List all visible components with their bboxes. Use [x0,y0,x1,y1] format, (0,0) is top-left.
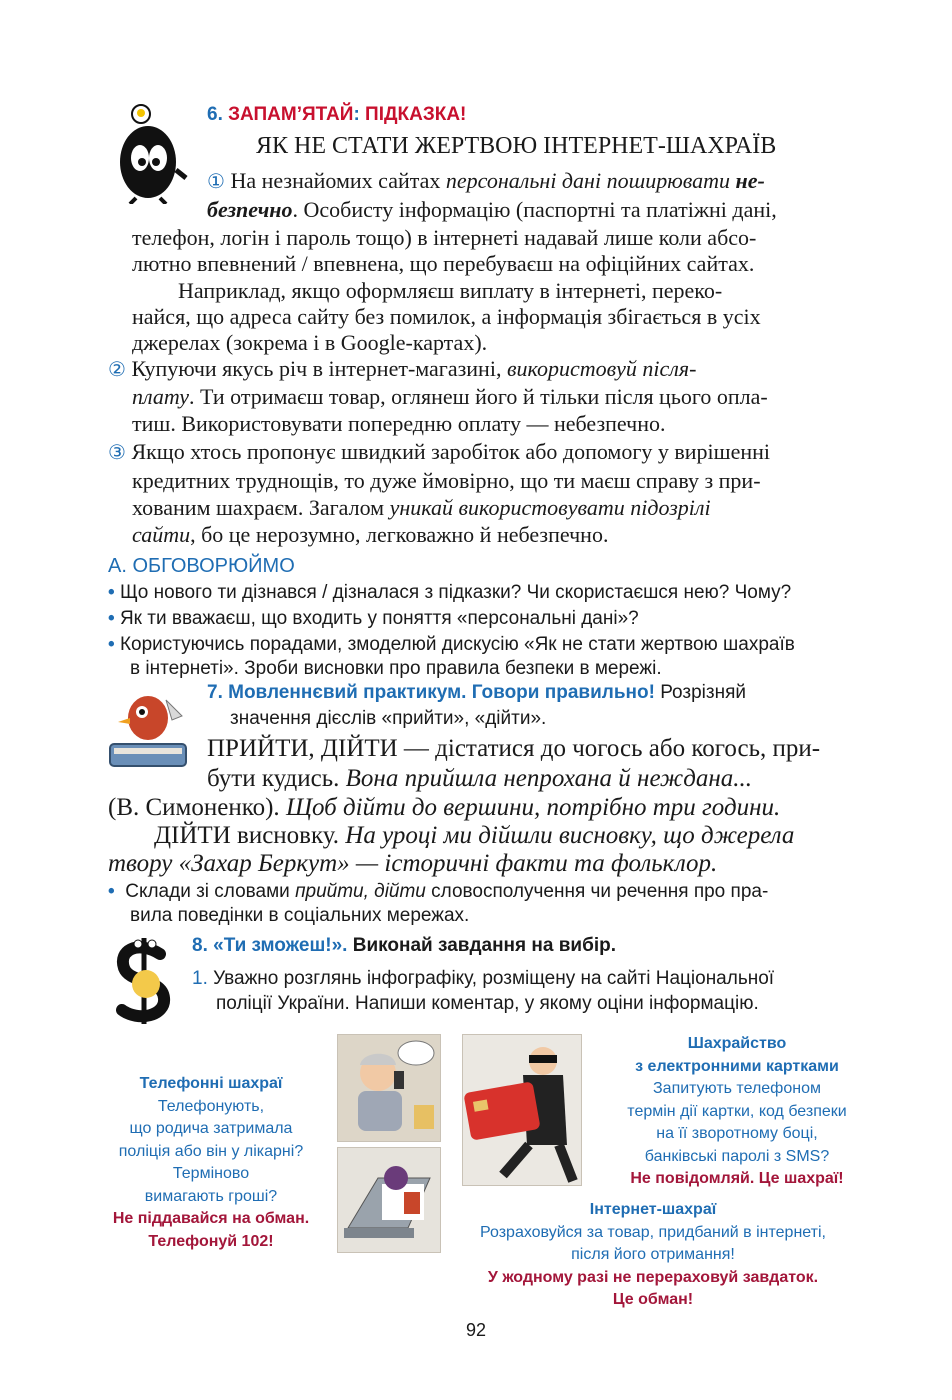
card-fraud-caption: Шахрайство з електронними картками Запитують телефоном термін дії картки, код безпеки на її зворотному боці, банківські паролі з SMS? Не повідомляй. Це шахраї! [627,1035,847,1187]
definition-line5: твору «Захар Беркут» — історичні факти та фольклор. [108,850,718,877]
discuss-heading: А. ОБГОВОРЮЙМО [108,555,295,577]
section7-task: • Склади зі словами прийти, дійти словосполучення чи речення про пра- [108,881,769,902]
penguin-hint-icon [108,100,188,204]
section7-heading-line2: значення дієслів «прийти», «дійти». [230,708,547,729]
paragraph-1-line2: безпечно. Особисту інформацію (паспортні та платіжні дані, [207,197,777,222]
discuss-item-continued: в інтернеті». Зроби висновки про правила безпеки в мережі. [130,658,662,679]
internet-scammers-caption: Інтернет-шахраї Розраховуйся за товар, придбаний в інтернеті, після його отримання! У жодному разі не перераховуй завдаток. Це обман! [480,1201,826,1308]
hacker-laptop-illustration [337,1147,441,1253]
paragraph-4-line2: кредитних труднощів, то дуже ймовірно, що ти маєш справу з при- [132,468,761,493]
definition-line2: бути кудись. Вона прийшла непрохана й нежданa... [207,765,752,792]
section8-heading: 8. «Ти зможеш!». Виконай завдання на вибір. [192,935,616,956]
section8-task-line2: поліції України. Напиши коментар, у якому оціни інформацію. [216,993,759,1014]
paragraph-1-line4: лютно впевнений / впевнена, що перебуваєш на офіційних сайтах. [132,251,755,276]
card-thief-illustration [462,1034,582,1186]
dollar-sign-icon [108,934,180,1026]
section7-task-continued: вила поведінки в соціальних мережах. [130,905,470,926]
definition-line3: (В. Симоненко). Щоб дійти до вершини, потрібно три години. [108,794,781,821]
discuss-item: • Користуючись порадами, змоделюй дискусію «Як не стати жертвою шахраїв [108,634,795,655]
paragraph-3-line1: ② Купуючи якусь річ в інтернет-магазині, використовуй після- [108,356,697,381]
discuss-item: • Як ти вважаєш, що входить у поняття «персональні дані»? [108,608,639,629]
page-number: 92 [465,1320,487,1340]
discuss-item: • Що нового ти дізнався / дізналася з підказки? Чи скористаєшся нею? Чому? [108,582,792,603]
paragraph-2-line2: найся, що адреса сайту без помилок, а інформація збігається в усіх [132,304,761,329]
phone-scammers-caption: Телефонні шахраї Телефонують, що родича затримала поліція або він у лікарні? Терміново вимагають гроші? Не піддавайся на обман. Телефонуй 102! [112,1075,310,1250]
section6-title: ЯК НЕ СТАТИ ЖЕРТВОЮ ІНТЕРНЕТ-ШАХРАЇВ [256,133,777,159]
paragraph-3-line3: тиш. Використовувати попередню оплату — небезпечно. [132,411,666,436]
bird-on-book-icon [106,686,190,776]
paragraph-1-line3: телефон, логін і пароль тощо) в інтернеті надавай лише коли абсо- [132,225,757,250]
section7-heading: 7. Мовленнєвий практикум. Говори правильно! Розрізняй [207,682,746,703]
paragraph-1-line1: ① На незнайомих сайтах персональні дані поширювати не- [207,168,765,193]
paragraph-4-line3: хованим шахраєм. Загалом уникай використовувати підозрілі [132,495,711,520]
grandmother-phone-illustration [337,1034,441,1142]
paragraph-4-line1: ③ Якщо хтось пропонує швидкий заробіток або допомогу у вирішенні [108,439,771,464]
section6-heading: 6. ЗАПАМ’ЯТАЙ: ПІДКАЗКА! [207,104,467,125]
paragraph-4-line4: сайти, бо це нерозумно, легковажно й небезпечно. [132,522,609,547]
section8-task-line1: 1. Уважно розглянь інфографіку, розміщену на сайті Національної [192,968,775,989]
paragraph-2-line3: джерелах (зокрема і в Google-картах). [132,330,488,355]
paragraph-3-line2: плату. Ти отримаєш товар, оглянеш його й тільки після цього опла- [132,384,768,409]
paragraph-2-line1: Наприклад, якщо оформляєш виплату в інтернеті, переко- [178,278,723,303]
definition-line4: ДІЙТИ висновку. На уроці ми дійшли висновку, що джерела [154,822,795,849]
definition-line1: ПРИЙТИ, ДІЙТИ — дістатися до чогось або когось, при- [207,735,821,762]
